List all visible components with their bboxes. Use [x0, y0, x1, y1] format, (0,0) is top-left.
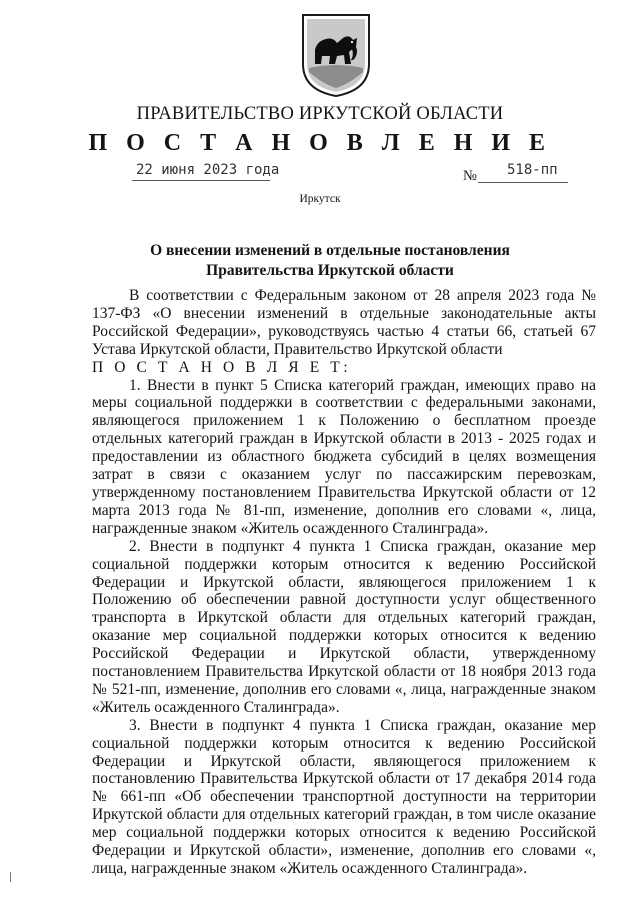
organization-name: ПРАВИТЕЛЬСТВО ИРКУТСКОЙ ОБЛАСТИ: [136, 104, 504, 124]
item-paragraph-2: 2. Внести в подпункт 4 пункта 1 Списка граждан, оказание мер социальной поддержки которым относится к ведению Российской Федерации и Иркутской области, являющегося приложением 1 к Положению об обеспечении равной доступности услуг общественного транспорта в Иркутской области для отдельных категорий граждан, оказание мер социальной поддержки которых относится к ведению Российской Федерации и Иркутской области, утвержденному постановлением Правительства Иркутской области от 18 ноября 2013 года № 521-пп, изменение, дополнив его словами «, лица, награжденные знаком «Житель осажденного Сталинграда».: [92, 537, 596, 716]
document-date: 22 июня 2023 года: [136, 162, 280, 178]
irkutsk-coat-of-arms-icon: [299, 12, 373, 98]
document-title: О внесении изменений в отдельные постановления Правительства Иркутской области: [150, 242, 510, 279]
decree-word: П О С Т А Н О В Л Я Е Т:: [92, 358, 352, 376]
preamble-paragraph: В соответствии с Федеральным законом от 28 апреля 2023 года № 137-ФЗ «О внесении изменений в отдельные законодательные акты Российской Федерации», руководствуясь частью 4 статьи 66, статьей 67 Устава Иркутской области, Правительство Иркутской области: [92, 287, 596, 358]
number-underline: [478, 182, 568, 183]
city: Иркутск: [299, 193, 341, 205]
number-sign: №: [463, 168, 477, 184]
document-type: П О С Т А Н О В Л Е Н И Е: [88, 130, 552, 156]
document-number: 518-пп: [507, 162, 558, 178]
date-underline: [132, 180, 270, 181]
document-body: [92, 287, 596, 878]
item-paragraph-1: 1. Внести в пункт 5 Списка категорий граждан, имеющих право на меры социальной поддержки в соответствии с федеральными законами, являющегося приложением 1 к Положению о бесплатном проезде отдельных категорий граждан в Иркутской области в 2013 - 2025 годах и предоставлении из областного бюджета субсидий в целях возмещения затрат в связи с оказанием услуг по пассажирским перевозкам, утвержденному постановлением Правительства Иркутской области от 12 марта 2013 года № 81-пп, изменение, дополнив его словами «, лица, награжденные знаком «Житель осажденного Сталинграда».: [92, 376, 596, 537]
item-paragraph-3: 3. Внести в подпункт 4 пункта 1 Списка граждан, оказание мер социальной поддержки которым относится к ведению Российской Федерации и Иркутской области, являющегося приложением к постановлению Правительства Иркутской области от 17 декабря 2014 года № 661-пп «Об обеспечении транспортной доступности на территории Иркутской области для отдельных категорий граждан, в том числе оказание мер социальной поддержки которых относится к ведению Российской Федерации и Иркутской области», изменение, дополнив его словами «, лица, награжденные знаком «Житель осажденного Сталинграда».: [92, 716, 596, 877]
margin-mark: [10, 872, 11, 882]
